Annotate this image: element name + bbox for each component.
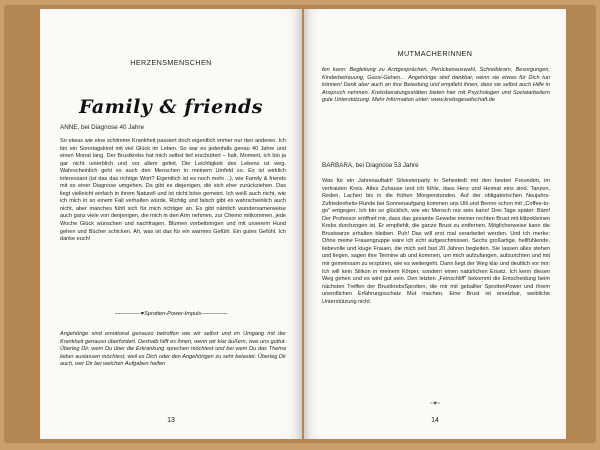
left-page [40,9,302,439]
byline: ANNE, bei Diagnose 40 Jahre [60,124,145,131]
continued-impulse-text: fen kann: Begleitung zu Arztgesprächen, Perückenauswahl, Schreibkram, Besorgungen, Kinderbetreuung, Gassi-Gehen… Angehörige sind dankbar, wenn sie etwas für Dich tun können! Denk aber auch an ihre Belastung und empfiehl ihnen, dass sie selbst auch Hilfe in Anspruch nehmen. Krebsberatungsstätten bieten hier mit Psychologen und Sozialarbeitern gute Unterstützung. Mehr Information unter: www.krebsgesellschaft.de [322,67,550,104]
impulse-text: Angehörige sind emotional genauso betroffen wie wir selbst und im Umgang mit der Krankheit genauso überfordert. Deshalb hilft es ihnen, wenn wir klar äußern, was uns guttut. Überleg Dir, wem Du über die Erkrankung sprechen möchtest und bei wem Du das Thema lieber auslassen möchtest, weil es Dich oder den Angehörigen zu sehr belastet. Überleg Dir auch, wer Dir bei welchen Aufgaben helfen [60,331,287,368]
ornament: ~♥~ [429,401,441,407]
heart-icon: ♥ [140,311,145,317]
chapter-title: Family & friends [78,96,263,118]
body-text: Was für ein Jahresauftakt! Silvesterparty in Sehestedt mit den besten Freunden, im vertrauten Kreis. Altes Zuhause und ich fühle, dass Herz und Heimat eins sind. Tanzen, Reden, Lachen bis in die frühen Morgenstunden. Auf der obligatorischen Neujahrs-Zufriedenheits-Runde bei Sonnenaufgang kommen uns Ulli und Benno schon mit „Coffee-to-go“ entgegen. Ich bin so glücklich, wie ein Mensch nur sein kann! Drei Tage später: Bäm! Der Professor eröffnet mir, dass das gesamte Gewebe meiner rechten Brust mit klitzekleinen Krebs durchzogen ist. Er empfiehlt, die ganze Brust zu entfernen. Möglicherweise kann die Brustwarze erhalten bleiben. Puh! Das will erst mal verarbeitet werden. Und ich merke: Ohne meine Frauengruppe wäre ich echt aufgeschmissen. Sechs großartige, hellfühlende, liebevolle und kluge Frauen, die mich seit fast 20 Jahren begleiten. Sie lassen alles stehen und liegen, sagen ihre Termine ab und kommen, um mich aufzufangen, aufzurichten und mit mir gemeinsam zu erspüren, wie es weitergeht. Dann liegt der Weg klar und deutlich vor mir: Ich will kein Silikon in meinem Körper, sondern einen natürlichen Ersatz. Ich kenn diesen Weg gehen und es wird gut sein. Den letzten „Feinschliff“ bekommt die Entscheidung beim nächsten Treffen der BrustkrebsSprotten, die mir mit geballter SprottenPower und ihrem unendlichen Erfahrungsschatz Mut machen. Eine Brust ist ersetzbar, weibliche Unterstützung nicht. [322,178,550,305]
running-head: HERZENSMENSCHEN [130,58,212,67]
body-text: So etwas wie eine schlimme Krankheit passiert doch eigentlich immer nur den anderen. Ich bin ein Sonntagskind mit viel Glück im Leben. So war es jedenfalls genau 40 Jahre und einen Monat lang. Der Brustkrebs hat mich selbst tief erschüttert – halt, Moment, ich bin ja gar nicht unterblich und vor allem gefeit. Die Leichtigkeit des Lebens ist weg. Wahrscheinlich geht es auch den Menschen in meinem Umfeld so. Es ist wirklich interessant (ist das das richtige Wort? Eigentlich ist es noch mehr…), wie Family & friends mit so einer Diagnose umgehen. Da gibt es diejenigen, die sich eher zurückziehen. Das liegt vielleicht einfach in ihrem Naturell und ist nicht böse gemeint. Ich weiß auch nicht, wie ich mich in so einem Fall verhalten würde. Richtig und falsch gibt es wahrscheinlich auch nicht, aber manches fühlt sich für mich richtiger an. Es gibt nämlich wundersamerweise auch ganz viele von denjenigen, die mich in den Arm nehmen, zur Chemo mitkommen, jede Woche Glück wünschen und nachfragen, Blumen vorbeibringen und mit unserem Hund gehen und Bücher schicken. Ah, was ist das für ein warmes Gefühl. Ein gutes Gefühl. Ich danke euch! [60,138,286,243]
byline: BARBARA, bei Diagnose 53 Jahre [322,162,419,169]
section-divider: --------------♥Sprotten-Power-Impuls-------------- [114,311,228,317]
right-page [304,9,566,439]
page-number: 14 [431,417,439,424]
page-number: 13 [167,417,175,424]
running-head: MUTMACHERINNEN [397,49,473,58]
open-book [4,5,596,443]
